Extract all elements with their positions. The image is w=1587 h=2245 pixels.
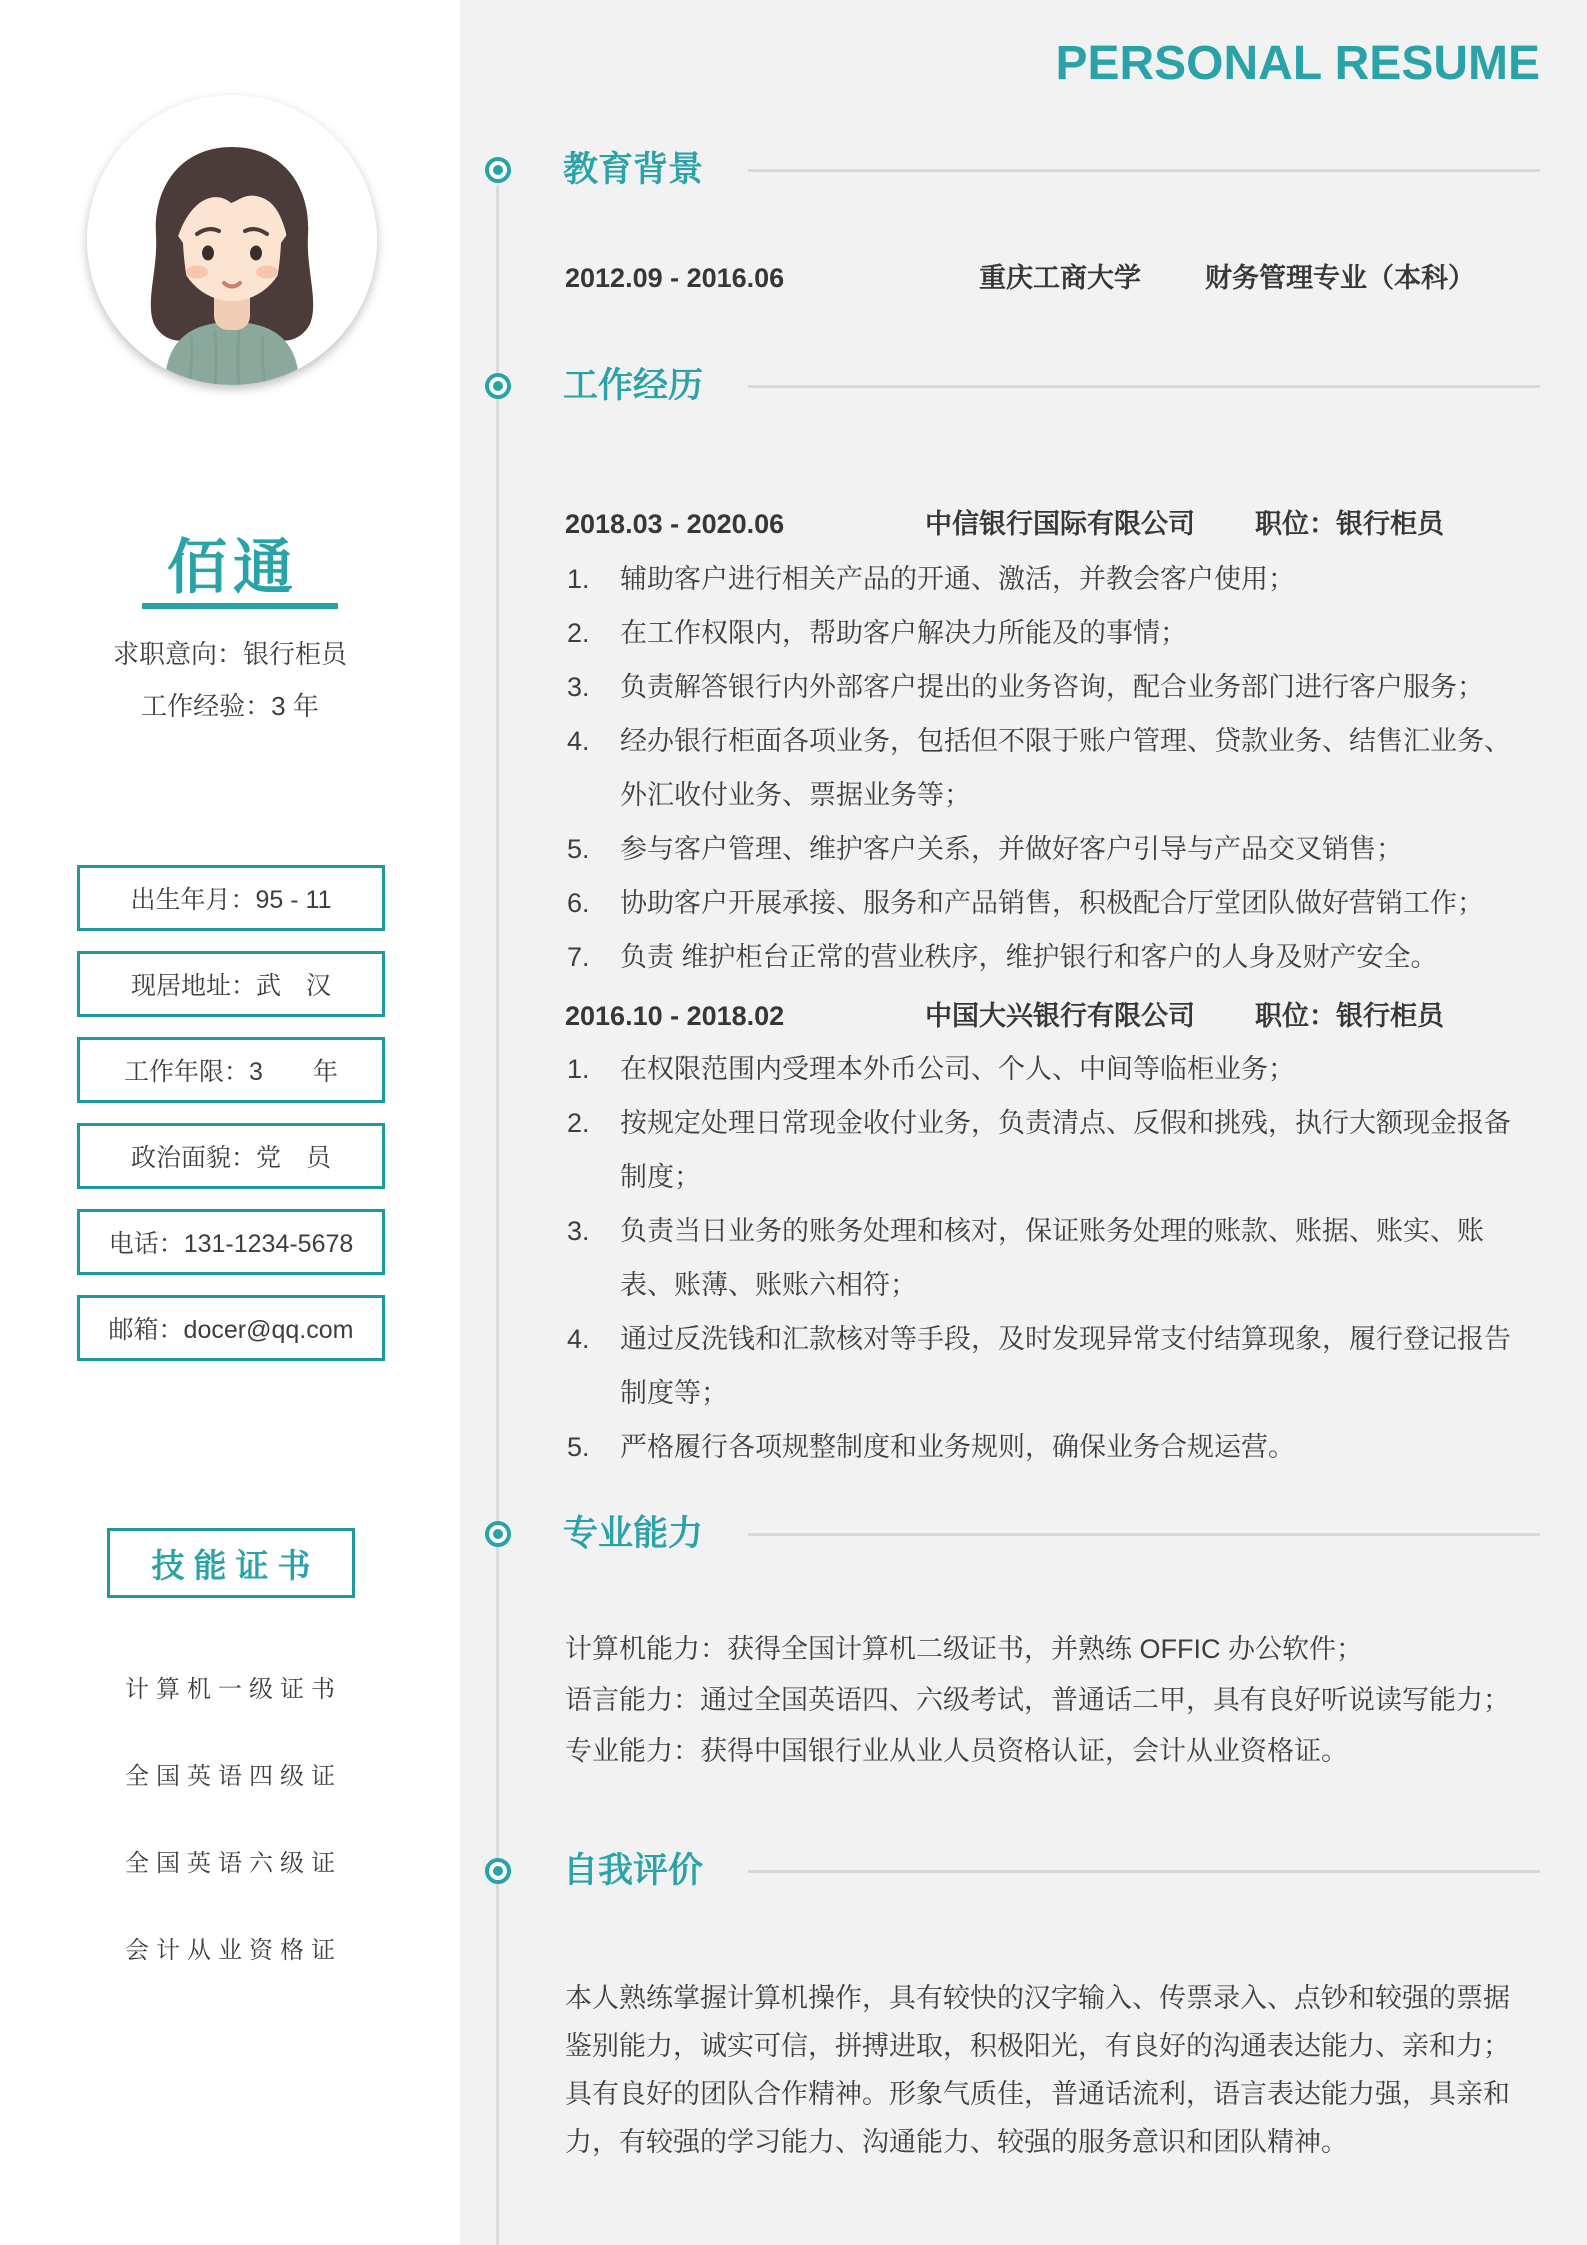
certificate-list xyxy=(0,1668,460,2016)
section-divider xyxy=(748,385,1540,388)
section-title: 教育背景 xyxy=(563,150,704,189)
info-box: 工作年限：3 年 xyxy=(77,1037,385,1103)
avatar-illustration xyxy=(87,95,377,385)
section-title: 专业能力 xyxy=(563,1514,704,1553)
job-company: 中信银行国际有限公司 xyxy=(925,509,1195,539)
ability-line: 计算机能力：获得全国计算机二级证书，并熟练 OFFIC 办公软件； xyxy=(565,1634,1363,1664)
job-period: 2016.10 - 2018.02 xyxy=(565,1001,785,1031)
info-box: 政治面貌：党 员 xyxy=(77,1123,385,1189)
job-header xyxy=(565,504,1540,544)
personal-info-list xyxy=(77,865,385,1381)
duty-item: 在权限范围内受理本外币公司、个人、中间等临柜业务； xyxy=(620,1054,1295,1084)
duty-item: 严格履行各项规整制度和业务规则，确保业务合规运营。 xyxy=(620,1432,1295,1462)
ability-line: 语言能力：通过全国英语四、六级考试，普通话二甲，具有良好听说读写能力； xyxy=(565,1685,1510,1715)
self-evaluation-text: 本人熟练掌握计算机操作，具有较快的汉字输入、传票录入、点钞和较强的票据鉴别能力，诚实可信，拼搏进取，积极阳光，有良好的沟通表达能力、亲和力；具有良好的团队合作精神。形象气质佳，普通话流利，语言表达能力强，具亲和力，有较强的学习能力、沟通能力、较强的服务意识和团队精神。 xyxy=(565,1983,1510,2157)
duty-item: 负责当日业务的账务处理和核对，保证账务处理的账款、账据、账实、账表、账薄、账账六相符； xyxy=(620,1216,1484,1300)
candidate-name: 佰通 xyxy=(167,534,299,601)
job-position: 职位：银行柜员 xyxy=(1255,509,1444,539)
duty-item: 在工作权限内，帮助客户解决力所能及的事情； xyxy=(620,618,1187,648)
skills-certificates-title: 技能证书 xyxy=(107,1528,355,1598)
education-school: 重庆工商大学 xyxy=(979,263,1141,293)
section-divider xyxy=(748,169,1540,172)
main-panel xyxy=(460,0,1587,2245)
section-bullet-icon xyxy=(485,1521,511,1547)
section-title: 工作经历 xyxy=(563,366,704,405)
info-box: 邮箱：docer@qq.com xyxy=(77,1295,385,1361)
job-intention: 求职意向：银行柜员 xyxy=(112,639,347,669)
duty-item: 参与客户管理、维护客户关系，并做好客户引导与产品交叉销售； xyxy=(620,834,1403,864)
certificate-item: 全国英语六级证 xyxy=(125,1850,342,1877)
job-header xyxy=(565,996,1540,1036)
duty-item: 负责 维护柜台正常的营业秩序，维护银行和客户的人身及财产安全。 xyxy=(620,942,1438,972)
ability-lines xyxy=(565,1624,1540,1777)
section-bullet-icon xyxy=(485,1858,511,1884)
job-period: 2018.03 - 2020.06 xyxy=(565,509,785,539)
section-header-education xyxy=(485,146,1540,194)
section-header-work xyxy=(485,362,1540,410)
duty-item: 通过反洗钱和汇款核对等手段，及时发现异常支付结算现象，履行登记报告制度等； xyxy=(620,1324,1511,1408)
section-work xyxy=(460,362,1587,1474)
section-header-ability xyxy=(485,1510,1540,1558)
education-major: 财务管理专业（本科） xyxy=(1205,263,1475,293)
education-period: 2012.09 - 2016.06 xyxy=(565,263,785,293)
job-duty-list xyxy=(565,1042,1527,1474)
section-ability xyxy=(460,1510,1587,1777)
duty-item: 按规定处理日常现金收付业务，负责清点、反假和挑残，执行大额现金报备制度； xyxy=(620,1108,1511,1192)
timeline-line xyxy=(496,186,499,2245)
education-row xyxy=(565,258,1540,298)
section-education xyxy=(460,146,1587,298)
section-bullet-icon xyxy=(485,373,511,399)
duty-item: 经办银行柜面各项业务，包括但不限于账户管理、贷款业务、结售汇业务、外汇收付业务、票据业务等； xyxy=(620,726,1511,810)
certificate-item: 全国英语四级证 xyxy=(125,1763,342,1790)
work-experience-years: 工作经验：3 年 xyxy=(141,691,319,721)
sidebar xyxy=(0,0,460,2245)
job-duty-list xyxy=(565,552,1527,984)
section-header-self xyxy=(485,1847,1540,1895)
duty-item: 辅助客户进行相关产品的开通、激活，并教会客户使用； xyxy=(620,564,1295,594)
section-divider xyxy=(748,1533,1540,1536)
page-title: PERSONAL RESUME xyxy=(1055,37,1540,90)
section-divider xyxy=(748,1870,1540,1873)
name-underline xyxy=(142,603,338,609)
job-position: 职位：银行柜员 xyxy=(1255,1001,1444,1031)
avatar xyxy=(87,95,377,385)
certificate-item: 计算机一级证书 xyxy=(125,1676,342,1703)
duty-item: 负责解答银行内外部客户提出的业务咨询，配合业务部门进行客户服务； xyxy=(620,672,1484,702)
info-box: 出生年月：95 - 11 xyxy=(77,865,385,931)
job-company: 中国大兴银行有限公司 xyxy=(925,1001,1195,1031)
certificate-item: 会计从业资格证 xyxy=(125,1937,342,1964)
info-box: 现居地址：武 汉 xyxy=(77,951,385,1017)
section-title: 自我评价 xyxy=(563,1851,704,1890)
info-box: 电话：131-1234-5678 xyxy=(77,1209,385,1275)
section-self-evaluation xyxy=(460,1847,1587,2166)
ability-line: 专业能力：获得中国银行业从业人员资格认证，会计从业资格证。 xyxy=(565,1736,1348,1766)
section-bullet-icon xyxy=(485,157,511,183)
duty-item: 协助客户开展承接、服务和产品销售，积极配合厅堂团队做好营销工作； xyxy=(620,888,1484,918)
